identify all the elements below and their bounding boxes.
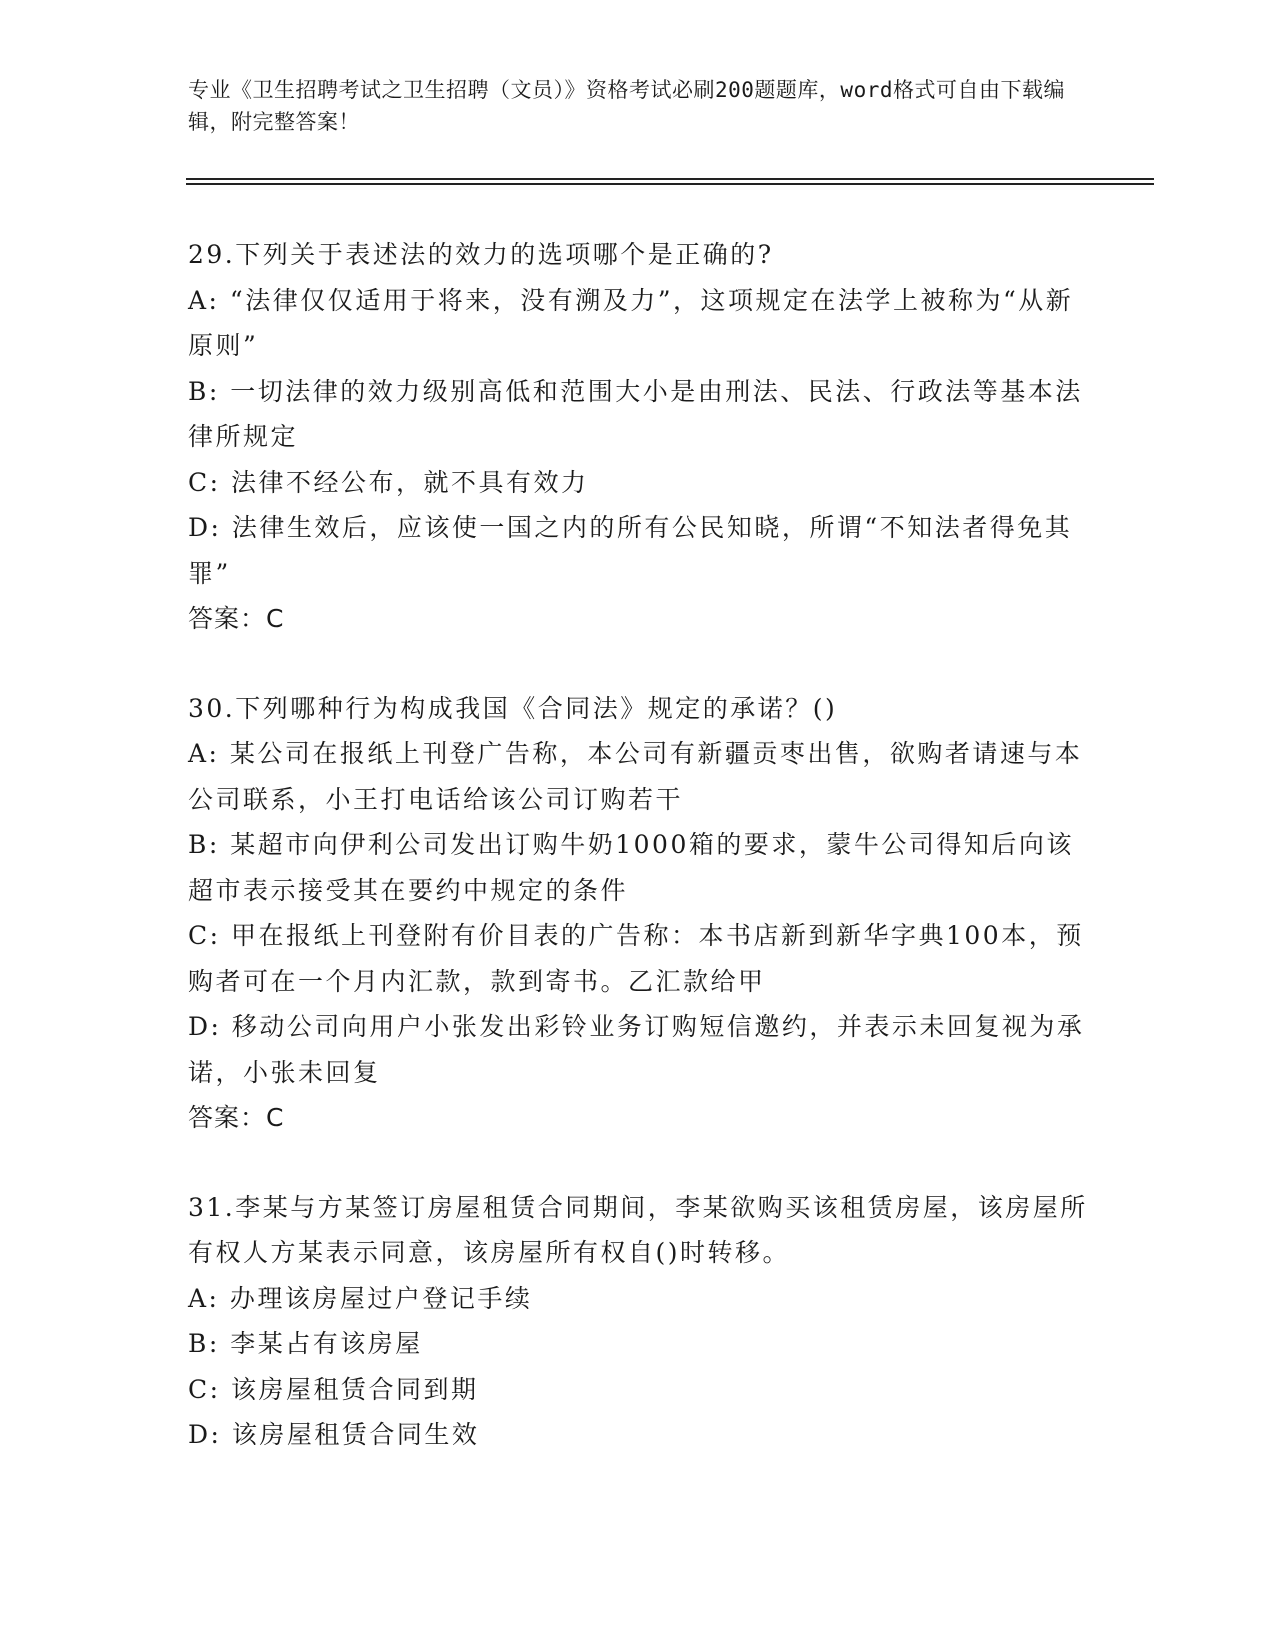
option-b: B: 某超市向伊利公司发出订购牛奶1000箱的要求，蒙牛公司得知后向该超市表示接受其在要约中规定的条件 bbox=[188, 830, 1074, 905]
question-list bbox=[188, 232, 1088, 1502]
answer-label: 答案：C bbox=[188, 1103, 285, 1132]
question-31 bbox=[188, 1185, 1088, 1458]
option-c: C: 该房屋租赁合同到期 bbox=[188, 1374, 479, 1404]
question-stem: 31.李某与方某签订房屋租赁合同期间，李某欲购买该租赁房屋，该房屋所有权人方某表示同意，该房屋所有权自()时转移。 bbox=[188, 1192, 1088, 1267]
option-b: B: 一切法律的效力级别高低和范围大小是由刑法、民法、行政法等基本法律所规定 bbox=[188, 376, 1083, 451]
question-30 bbox=[188, 686, 1088, 1141]
option-c: C: 法律不经公布，就不具有效力 bbox=[188, 467, 589, 497]
question-29 bbox=[188, 232, 1088, 642]
document-header: 专业《卫生招聘考试之卫生招聘（文员）》资格考试必刷200题题库，word格式可自由下载编辑，附完整答案！ bbox=[188, 78, 1065, 134]
option-d: D: 法律生效后，应该使一国之内的所有公民知晓，所谓“不知法者得免其罪” bbox=[188, 513, 1073, 588]
option-c: C: 甲在报纸上刊登附有价目表的广告称：本书店新到新华字典100本，预购者可在一个月内汇款，款到寄书。乙汇款给甲 bbox=[188, 921, 1084, 996]
option-a: A: 办理该房屋过户登记手续 bbox=[188, 1283, 533, 1313]
option-b: B: 李某占有该房屋 bbox=[188, 1329, 423, 1358]
question-stem: 29.下列关于表述法的效力的选项哪个是正确的? bbox=[188, 240, 774, 269]
option-a: A: 某公司在报纸上刊登广告称，本公司有新疆贡枣出售，欲购者请速与本公司联系，小王打电话给该公司订购若干 bbox=[188, 739, 1083, 814]
header-divider-top bbox=[186, 178, 1154, 180]
option-d: D: 该房屋租赁合同生效 bbox=[188, 1420, 480, 1449]
header-divider-bottom bbox=[186, 183, 1154, 185]
answer-label: 答案：C bbox=[188, 604, 285, 633]
option-a: A: “法律仅仅适用于将来，没有溯及力”，这项规定在法学上被称为“从新原则” bbox=[188, 285, 1074, 360]
option-d: D: 移动公司向用户小张发出彩铃业务订购短信邀约，并表示未回复视为承诺，小张未回复 bbox=[188, 1012, 1085, 1087]
question-stem: 30.下列哪种行为构成我国《合同法》规定的承诺？() bbox=[188, 693, 838, 723]
